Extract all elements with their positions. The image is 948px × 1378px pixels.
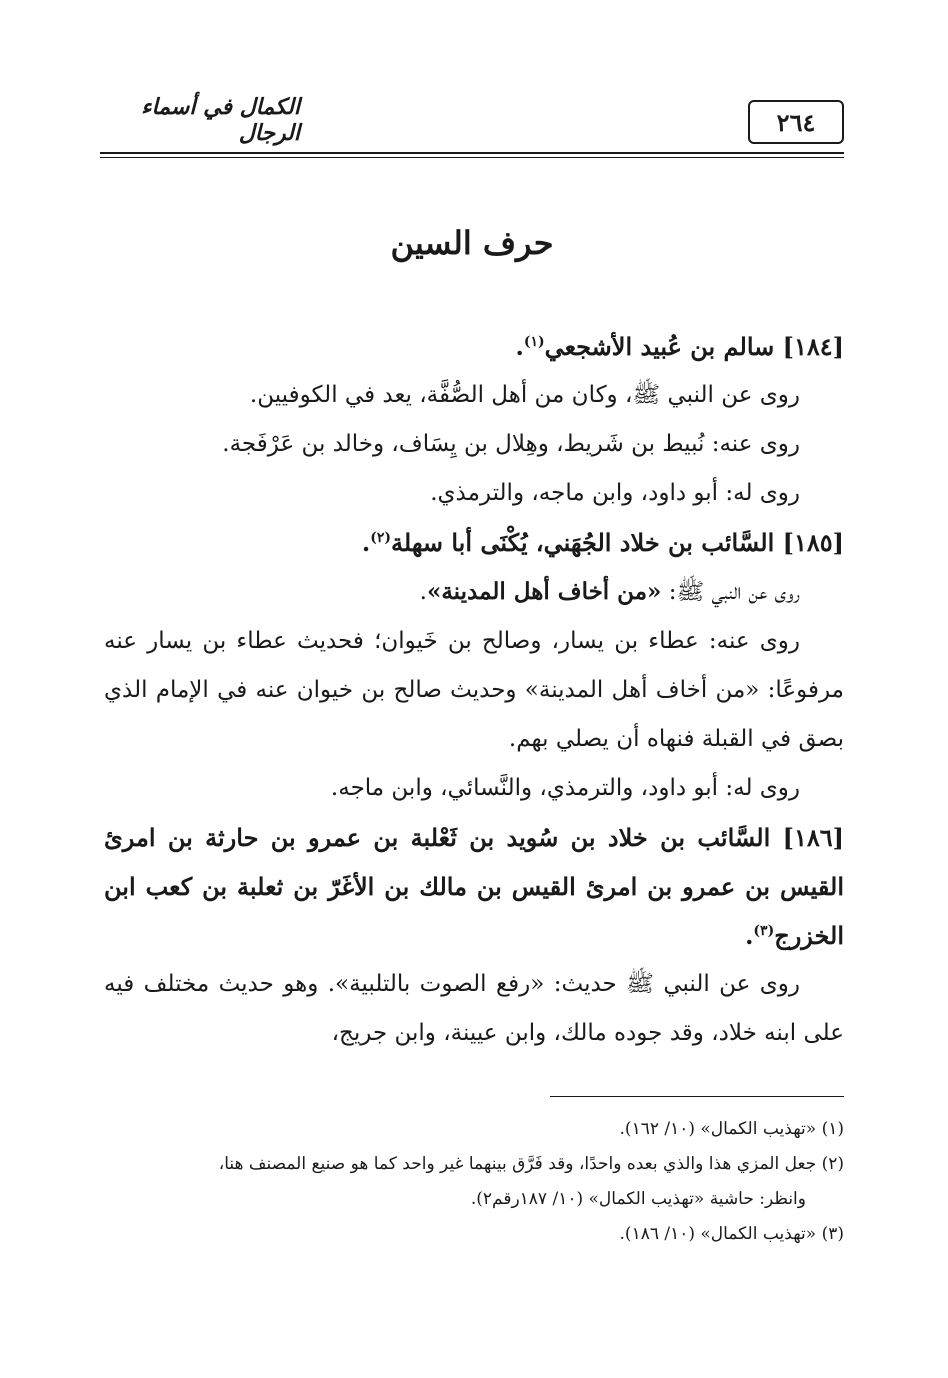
section-title: حرف السين [390, 224, 554, 262]
entry-184-line-2: روى عنه: نُبيط بن شَريط، وهِلال بن يِسَاف، وخالد بن عَرْفَجة. [222, 431, 800, 457]
page-number: ٢٦٤ [748, 100, 844, 144]
entry-184-heading: [١٨٤] سالم بن عُبيد الأشجعي$^{(١)}$. [515, 332, 844, 361]
footnote-separator [550, 1096, 844, 1097]
entry-184-line-1: روى عن النبي ﷺ، وكان من أهل الصُّفَّة، يعد في الكوفيين. [249, 382, 800, 408]
entry-185-line-1: روى عن النبي ﷺ: «من أخاف أهل المدينة». [419, 578, 800, 605]
book-title-calligraphy: الكمال في أسماء الرجال [141, 94, 300, 146]
main-text [104, 322, 844, 1058]
footnote-ref-3[interactable]: (٣) [753, 923, 775, 939]
header-rule [100, 152, 844, 154]
footnote-2-continued: وانظر: حاشية «تهذيب الكمال» (١٠/ ١٨٧رقم٢). [470, 1189, 806, 1209]
hadith-title: «من أخاف أهل المدينة» [426, 578, 662, 605]
running-header [100, 92, 844, 154]
entry-186-paragraph: روى عن النبي ﷺ حديث: «رفع الصوت بالتلبية». وهو حديث مختلف فيه على ابنه خلاد، وقد جوده مالك، وابن عيينة، وابن جريج، [104, 971, 844, 1046]
entry-185-paragraph: روى عنه: عطاء بن يسار، وصالح بن خَيوان؛ فحديث عطاء بن يسار عنه مرفوعًا: «من أخاف أهل المدينة» وحديث صالح بن خيوان عنه في الإمام الذي بصق في القبلة فنهاه أن يصلي بهم. [104, 628, 844, 752]
entry-185-heading: [١٨٥] السَّائب بن خلاد الجُهَني، يُكْنَى أبا سهلة$^{(٢)}$. [361, 528, 844, 557]
footnote-ref-1[interactable]: (١) [523, 334, 545, 350]
footnote-1: (١) «تهذيب الكمال» (١٠/ ١٦٢). [619, 1119, 844, 1139]
entry-185-line-last: روى له: أبو داود، والترمذي، والنَّسائي، وابن ماجه. [330, 775, 800, 801]
footnote-ref-2[interactable]: (٢) [370, 530, 392, 546]
footnote-3: (٣) «تهذيب الكمال» (١٠/ ١٨٦). [619, 1224, 844, 1244]
entry-186-heading: [١٨٦] السَّائب بن خلاد بن سُويد بن ثَعْلبة بن عمرو بن حارثة بن امرئ القيس بن عمرو بن امرئ القيس بن مالك بن الأغَرّ بن ثعلبة بن كعب ابن الخزرج$^{(٣)}$. [104, 823, 844, 950]
header-rule-thin [100, 157, 844, 158]
footnotes [104, 1112, 844, 1252]
entry-184-line-3: روى له: أبو داود، وابن ماجه، والترمذي. [430, 480, 800, 506]
footnote-2: (٢) جعل المزي هذا والذي بعده واحدًا، وقد فَرَّق بينهما غير واحد كما هو صنيع المصنف هنا، [218, 1154, 844, 1174]
